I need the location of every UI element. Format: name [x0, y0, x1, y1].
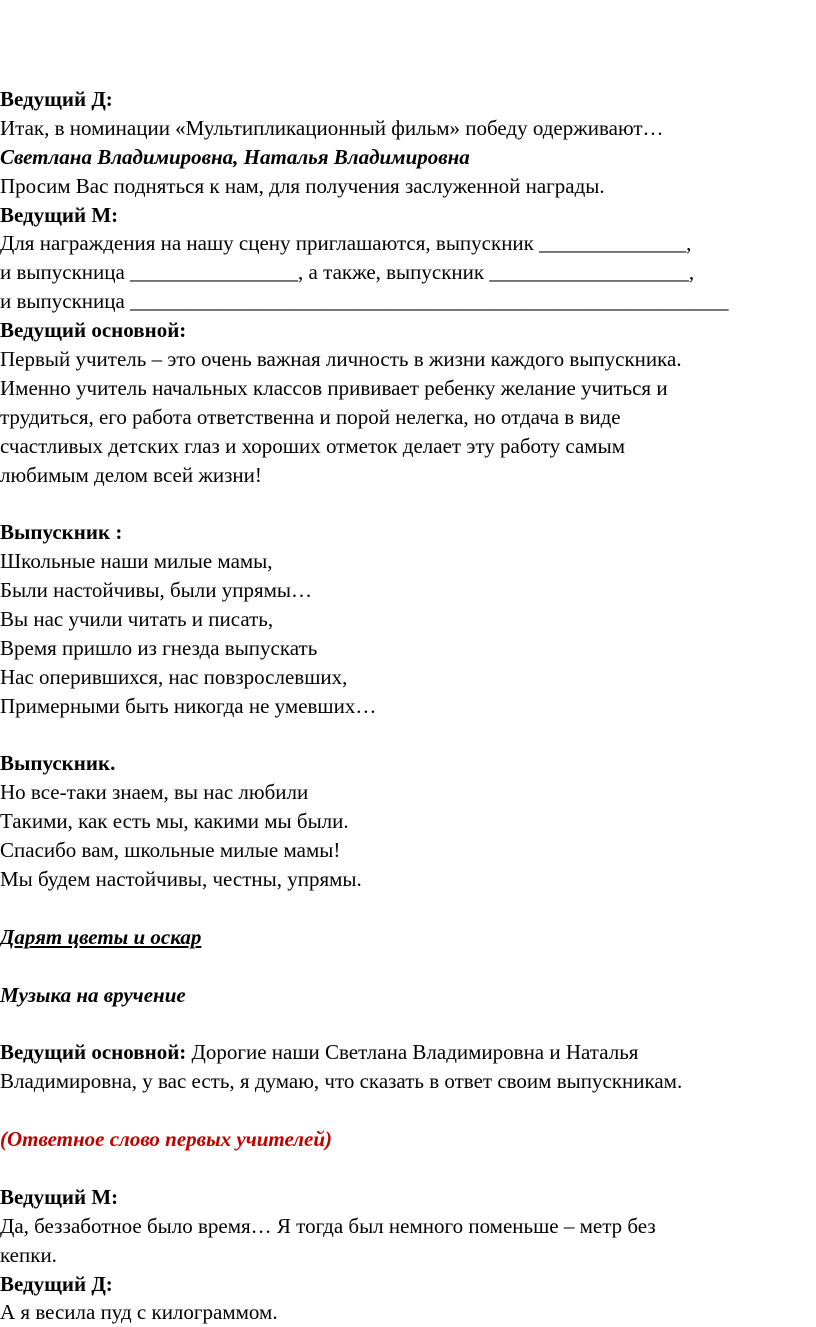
paragraph-line: любимым делом всей жизни! [0, 462, 262, 487]
paragraph-line: Просим Вас подняться к нам, для получения заслуженной награды. [0, 173, 605, 198]
blank-line [0, 894, 816, 923]
paragraph-line: Школьные наши милые мамы, [0, 549, 273, 574]
blank-line [0, 952, 816, 981]
paragraph-line: Но все-таки знаем, вы нас любили [0, 780, 309, 805]
paragraph-line: Такими, как есть мы, какими мы были. [0, 809, 349, 834]
paragraph-line: трудиться, его работа ответственна и порой нелегка, но отдача в виде [0, 404, 621, 429]
blank-line [0, 1010, 816, 1039]
emphasis-line: Светлана Владимировна, Наталья Владимировна [0, 144, 470, 169]
paragraph-line: Владимировна, у вас есть, я думаю, что сказать в ответ своим выпускникам. [0, 1069, 683, 1094]
paragraph-line: Первый учитель – это очень важная личность в жизни каждого выпускника. [0, 347, 682, 372]
paragraph-line: Примерными быть никогда не умевших… [0, 693, 377, 718]
paragraph-line: Время пришло из гнезда выпускать [0, 635, 318, 660]
blank-line [0, 1154, 816, 1183]
paragraph-line: и выпускница _________________________________________________________ [0, 289, 729, 314]
emphasis-line: Музыка на вручение [0, 982, 186, 1007]
speaker-label: Ведущий основной: [0, 1040, 187, 1065]
paragraph-line [0, 1038, 816, 1067]
speaker-heading: Выпускник : [0, 520, 123, 545]
stage-direction-red: (Ответное слово первых учителей) [0, 1127, 333, 1152]
blank-line [0, 489, 816, 518]
paragraph-line: Да, беззаботное было время… Я тогда был немного поменьше – метр без [0, 1213, 656, 1238]
speaker-heading: Ведущий Д: [0, 87, 113, 111]
paragraph-line: А я весила пуд с килограммом. [0, 1300, 278, 1325]
blank-line [0, 1096, 816, 1125]
paragraph-line: Были настойчивы, были упрямы… [0, 578, 313, 603]
paragraph-line: Нас оперившихся, нас повзрослевших, [0, 664, 348, 689]
paragraph-line: кепки. [0, 1242, 57, 1267]
paragraph-line: Вы нас учили читать и писать, [0, 607, 274, 632]
paragraph-line: Для награждения на нашу сцену приглашаются, выпускник ______________, [0, 231, 692, 256]
paragraph-line: Итак, в номинации «Мультипликационный фильм» победу одерживают… [0, 115, 664, 140]
stage-direction: Дарят цветы и оскар [0, 924, 202, 949]
document-page [0, 85, 816, 1327]
paragraph-text: Дорогие наши Светлана Владимировна и Наталья [186, 1040, 639, 1065]
paragraph-line: и выпускница ________________, а также, выпускник ___________________, [0, 260, 695, 285]
blank-line [0, 721, 816, 750]
paragraph-line: Именно учитель начальных классов прививает ребенку желание учиться и [0, 375, 668, 400]
speaker-heading: Ведущий основной: [0, 318, 187, 343]
speaker-heading: Ведущий М: [0, 1184, 119, 1209]
paragraph-line: счастливых детских глаз и хороших отметок делает эту работу самым [0, 433, 625, 458]
speaker-heading: Выпускник. [0, 751, 116, 776]
paragraph-line: Мы будем настойчивы, честны, упрямы. [0, 867, 362, 892]
speaker-heading: Ведущий М: [0, 202, 119, 227]
speaker-heading: Ведущий Д: [0, 1271, 113, 1296]
paragraph-line: Спасибо вам, школьные милые мамы! [0, 838, 341, 863]
